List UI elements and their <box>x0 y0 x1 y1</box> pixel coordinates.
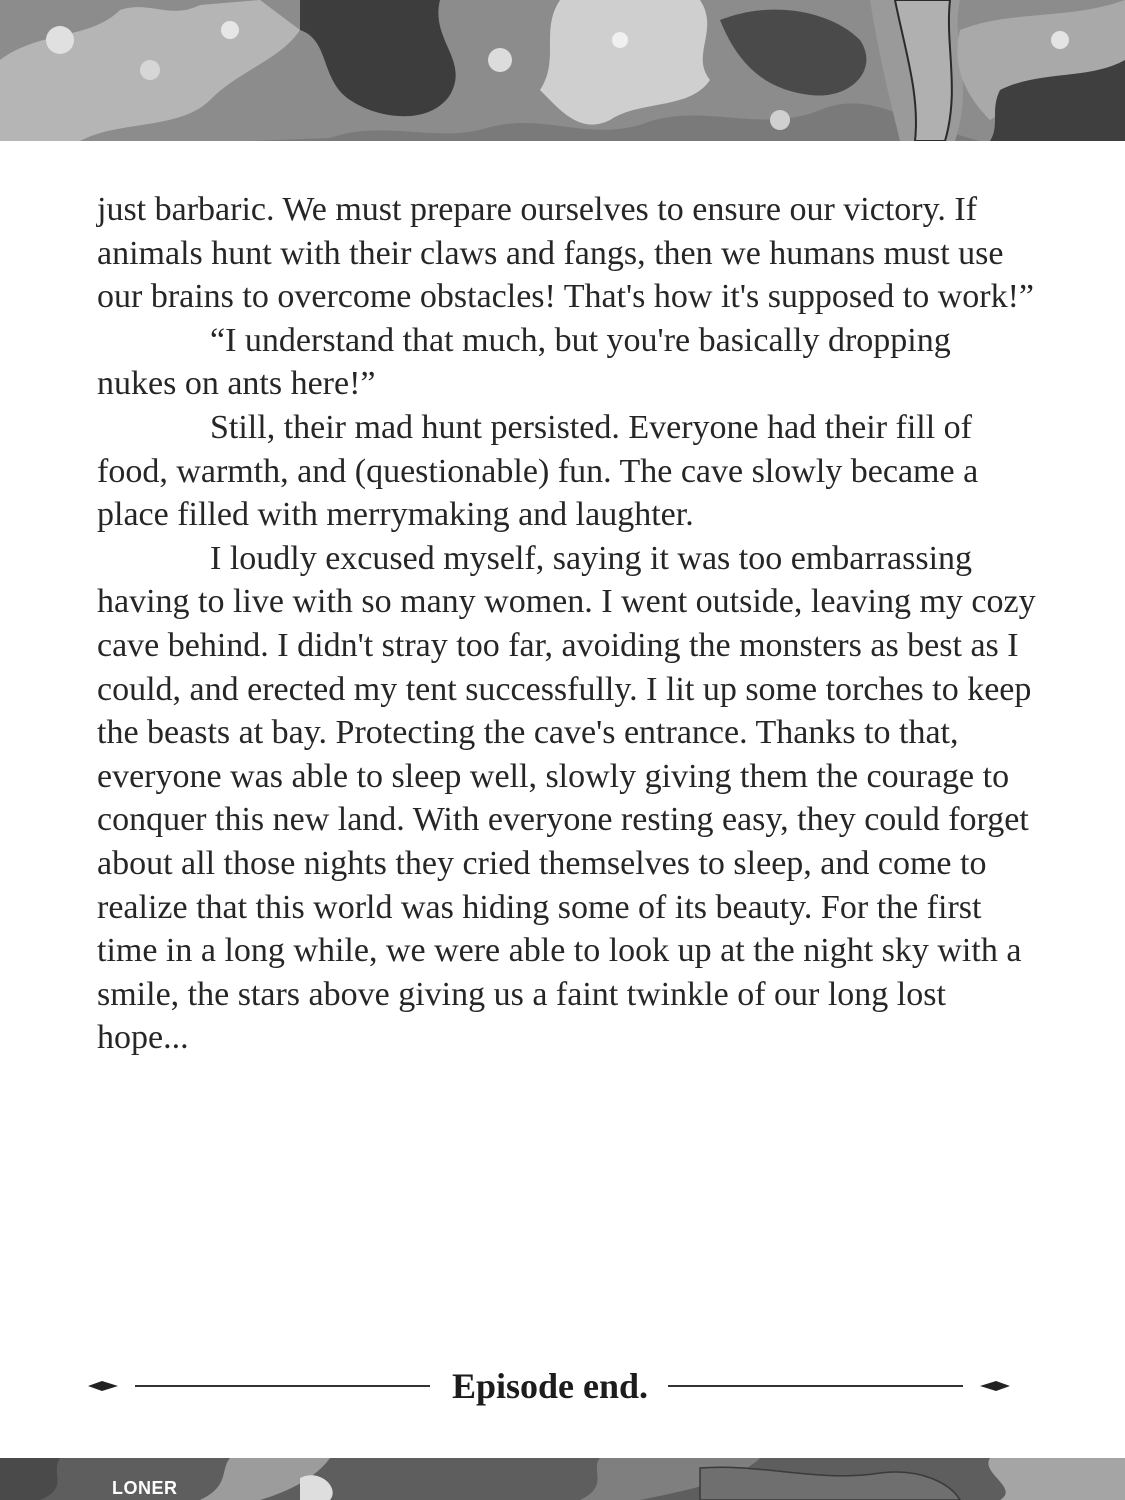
episode-end-divider <box>0 1362 1125 1410</box>
story-paragraph: “I understand that much, but you're basically dropping nukes on ants here!” <box>97 321 951 403</box>
divider-rule-left <box>135 1385 430 1387</box>
foliage-illustration <box>0 0 1125 141</box>
divider-rule-right <box>668 1385 963 1387</box>
story-paragraph: just barbaric. We must prepare ourselves to ensure our victory. If animals hunt with their claws and fangs, then we humans must use our brains to overcome obstacles! That's how it's supposed to work!” <box>97 191 1034 316</box>
series-label: LONER <box>112 1478 178 1498</box>
story-text <box>97 188 1037 1060</box>
story-paragraph: Still, their mad hunt persisted. Everyone had their fill of food, warmth, and (questionable) fun. The cave slowly became a place filled with merrymaking and laughter. <box>97 408 979 534</box>
story-paragraph: I loudly excused myself, saying it was too embarrassing having to live with so many women. I went outside, leaving my cozy cave behind. I didn't stray too far, avoiding the monsters as best as I could, and erected my tent successfully. I lit up some torches to keep the beasts at bay. Protecting the cave's entrance. Thanks to that, everyone was able to sleep well, slowly giving them the courage to conquer this new land. With everyone resting easy, they could forget about all those nights they cried themselves to sleep, and come to realize that this world was hiding some of its beauty. For the first time in a long while, we were able to look up at the night sky with a smile, the stars above giving us a faint twinkle of our long lost hope... <box>97 539 1036 1057</box>
arrow-ornament-left-icon <box>88 1377 118 1395</box>
top-foliage-banner <box>0 0 1125 141</box>
episode-end-label: Episode end. <box>451 1366 649 1406</box>
arrow-ornament-right-icon <box>980 1377 1010 1395</box>
